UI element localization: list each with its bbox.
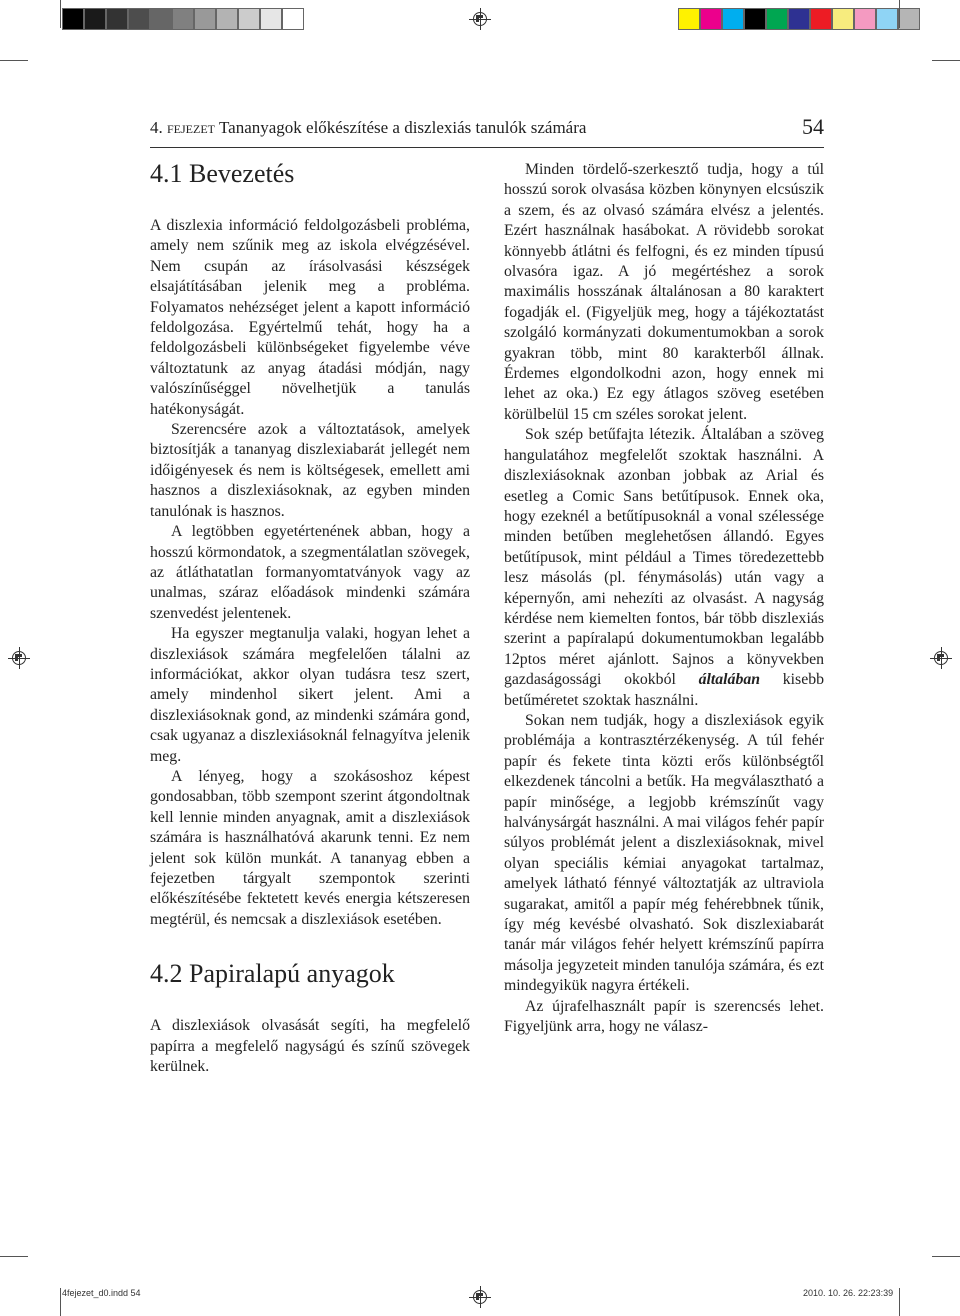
- calibration-swatch: [810, 8, 832, 30]
- calibration-swatch: [744, 8, 766, 30]
- calibration-swatch: [172, 8, 194, 30]
- section-title-intro: 4.1 Bevezetés: [150, 159, 295, 188]
- calibration-swatch: [282, 8, 304, 30]
- calibration-swatch: [700, 8, 722, 30]
- crop-mark: [899, 0, 900, 28]
- calibration-swatch: [106, 8, 128, 30]
- page-number: 54: [802, 114, 824, 139]
- calibration-swatch: [84, 8, 106, 30]
- calibration-swatch: [678, 8, 700, 30]
- paragraph: Az újrafelhasznált papír is szerencsés lehet. Figyeljünk arra, hogy ne válasz-: [504, 997, 824, 1036]
- header-rule: [150, 147, 824, 148]
- paragraph: Szerencsére azok a változtatások, amelyek biztosítják a tananyag diszlexiabarát jellegét nem időigényesek és nem is költségesek, emellett ami hasznos a diszlexiásoknak, az egyben minden tanulónak is hasznos.: [150, 421, 470, 520]
- calibration-swatch: [194, 8, 216, 30]
- calibration-swatch: [854, 8, 876, 30]
- calibration-swatch: [238, 8, 260, 30]
- calibration-swatch: [150, 8, 172, 30]
- right-column: [504, 160, 824, 1037]
- crop-mark: [60, 0, 61, 28]
- paragraph: A diszlexiások olvasását segíti, ha megfelelő papírra a megfelelő nagyságú és színű szövegek kerülnek.: [150, 1017, 470, 1076]
- calibration-swatch: [876, 8, 898, 30]
- crop-mark: [932, 1256, 960, 1257]
- paragraph: Minden tördelő-szerkesztő tudja, hogy a túl hosszú sorok olvasása közben könynyen elcsúszik a szem, és az olvasó számára elvész a jelentés. Ezért használnak hasábokat. A rövidebb sorokat könnyebb átlátni és felfogni, és ez minden típusú olvasóra igaz. A jó megértéshez a sorok maximális hosszának általánosan a 80 karaktert fogadják el. (Figyeljük meg, hogy a tájékoztatást szolgáló kormányzati dokumentumokban a sorok gyakran több, mint 80 karakterből állnak. Érdemes elgondolkodni azon, hogy ennek mi lehet az oka.) Ez egy átlagos szöveg esetében körülbelül 15 cm széles sorokat jelent.: [504, 161, 824, 423]
- crop-mark: [932, 60, 960, 61]
- calibration-swatch: [128, 8, 150, 30]
- paragraph: [504, 425, 824, 711]
- running-header: [150, 112, 824, 140]
- paragraph: Ha egyszer megtanulja valaki, hogyan lehet a diszlexiások számára megfelelően tálalni az információkat, akkor olyan tudásra tesz szert, amely mindenhol sikert jelent. Ami a diszlexiásoknak gond, az mindenki számára gond, csak ugyanaz a diszlexiásoknál felnagyítva jelenik meg.: [150, 625, 470, 765]
- section-title-paper: 4.2 Papiralapú anyagok: [150, 959, 395, 989]
- chapter-prefix: 4. fejezet: [150, 118, 215, 137]
- calibration-swatch: [788, 8, 810, 30]
- chapter-title: Tananyagok előkészítése a diszlexiás tanulók számára: [218, 118, 587, 137]
- registration-mark-icon: [473, 12, 487, 26]
- paragraph: A diszlexia információ feldolgozásbeli probléma, amely nem szűnik meg az iskola elvégzésével. Nem csupán az írásolvasási készségek elsajátításában jelenik meg a probléma. Folyamatos nehézséget jelent a kapott információ feldolgozása. Egyértelmű tehát, hogy ha a feldolgozásbeli különbségeket figyelembe véve változtatunk az anyag átadási módján, nagy valószínűséggel növelhetjük a tanulás hatékonyságát.: [150, 217, 470, 418]
- calibration-swatch: [62, 8, 84, 30]
- paragraph: A legtöbben egyetértenének abban, hogy a hosszú körmondatok, a szegmentálatlan szövegek, az átláthatatlan formanyomtatványok vagy az unalmas, száraz előadások mindenki számára szenvedést jelentenek.: [150, 523, 470, 622]
- registration-mark-icon: [934, 651, 948, 665]
- header-title: [150, 118, 586, 138]
- calibration-swatch: [722, 8, 744, 30]
- crop-mark: [60, 1288, 61, 1316]
- grayscale-calibration-bar: [62, 8, 304, 30]
- paragraph-text: Sok szép betűfajta létezik. Általában a szöveg hangulatához megfelelőt szoktak használni. A diszlexiásoknak azonban jobbak az Arial és esetleg a Comic Sans betűtípusok. Ennek oka, hogy ezeknél a betűtípusoknál a vonal szélessége minden betűben meglehetősen állandó. Egyes betűtípusok, mint például a Times töredezettebb lesz másolás (pl. fénymásolás) után vagy a képernyőn, ami nehezíti az olvasást. A nagyság kérdése nem kiemelten fontos, bár több diszlexiás szerint a papíralapú dokumentumokban legalább 12ptos méret ajánlott. Sajnos a könyvekben gazdaságossági okokból: [504, 426, 824, 689]
- calibration-swatch: [898, 8, 920, 30]
- paragraph-text-tail: kisebb betűméretet szoktak használni.: [504, 671, 825, 709]
- registration-mark-icon: [12, 651, 26, 665]
- crop-mark: [0, 60, 28, 61]
- paragraph: A lényeg, hogy a szokásoshoz képest gondosabban, több szempont szerint átgondoltnak kell lennie minden anyagnak, amit a diszlexiások számára is használhatóvá akarunk tenni. Ez nem jelent sok külön munkát. A tananyag ebben a fejezetben tárgyalt szempontok szerinti előkészítésébe fektetett kevés energia kétszeresen megtérül, és nemcsak a diszlexiások esetében.: [150, 767, 470, 928]
- crop-mark: [0, 1256, 28, 1257]
- paragraph: Sokan nem tudják, hogy a diszlexiások egyik problémája a kontrasztérzékenység. A túl fehér papír és fekete tinta közti erős különbségtől elkezdenek táncolni a betűk. Ha megválasztható a papír minősége, a legjobb krémszínűt vagy halványsárgát használni. A mai világos fehér papír súlyos problémát jelent a diszlexiásoknak, mivel olyan speciális kémiai anyagokat tartalmaz, amelyek látható fénnyé változtatják az ultraviola sugarakat, amitől a papír még fehérebbnek tűnik, így még kevésbé olvasható. Sok diszlexiabarát tanár már világos fehér helyett krémszínű papírra másolja jegyzeteit minden tanulója számára, és ezt mindegyikük nagyra értékeli.: [504, 711, 824, 995]
- calibration-swatch: [832, 8, 854, 30]
- calibration-swatch: [216, 8, 238, 30]
- calibration-swatch: [260, 8, 282, 30]
- registration-mark-icon: [473, 1290, 487, 1304]
- footer-file-label: 4fejezet_d0.indd 54: [62, 1288, 141, 1298]
- footer-timestamp: 2010. 10. 26. 22:23:39: [803, 1288, 894, 1298]
- emphasis-word: általában: [698, 671, 761, 689]
- crop-mark: [899, 1288, 900, 1316]
- calibration-swatch: [766, 8, 788, 30]
- left-column: [150, 158, 470, 1077]
- color-calibration-bar: [678, 8, 920, 30]
